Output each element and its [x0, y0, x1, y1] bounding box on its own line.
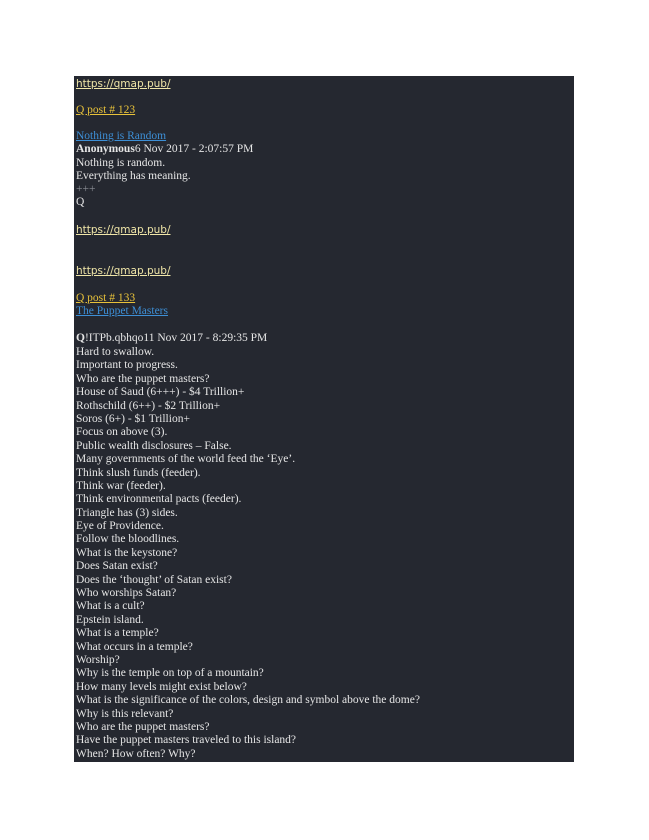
post-header [76, 332, 267, 345]
post-tripcode: !ITPb.qbhqo [84, 332, 144, 344]
post-line: Everything has meaning. [76, 170, 191, 182]
post-line: What is the significance of the colors, design and symbol above the dome? [76, 694, 420, 707]
post-number-link[interactable]: Q post # 123 [76, 104, 136, 116]
post-line: Who are the puppet masters? [76, 720, 210, 733]
post-line: Who worships Satan? [76, 587, 177, 600]
post-line: What is a cult? [76, 600, 145, 613]
post-line: What is the keystone? [76, 546, 178, 559]
post-timestamp: 6 Nov 2017 - 2:07:57 PM [134, 143, 254, 155]
post-body [76, 346, 420, 761]
post-line: Nothing is random. [76, 157, 166, 169]
post-line: When? How often? Why? [76, 747, 196, 760]
post-separator: +++ [76, 183, 96, 195]
post-line: House of Saud (6+++) - $4 Trillion+ [76, 386, 245, 399]
post-line: What is a temple? [76, 627, 159, 640]
post-line: Soros (6+) - $1 Trillion+ [76, 412, 190, 425]
qmap-link[interactable]: https://qmap.pub/ [76, 265, 171, 277]
post-line: Eye of Providence. [76, 520, 164, 533]
post-line: Triangle has (3) sides. [76, 506, 178, 519]
qmap-link[interactable]: https://qmap.pub/ [76, 78, 171, 90]
post-line: Why is this relevant? [76, 707, 174, 720]
post-header [76, 143, 253, 156]
post-line: Follow the bloodlines. [76, 533, 180, 546]
post-author: Anonymous [76, 143, 135, 155]
post-line: Does Satan exist? [76, 560, 158, 573]
post-line: Why is the temple on top of a mountain? [76, 667, 264, 680]
post-line: What occurs in a temple? [76, 640, 193, 653]
post-line: Think environmental pacts (feeder). [76, 493, 242, 506]
qmap-link[interactable]: https://qmap.pub/ [76, 224, 171, 236]
post-signature: Q [76, 196, 85, 208]
post-line: Many governments of the world feed the ‘Eye’. [76, 453, 296, 466]
post-line: Who are the puppet masters? [76, 372, 210, 385]
post-line: Public wealth disclosures – False. [76, 439, 232, 452]
post-line: Focus on above (3). [76, 426, 168, 439]
post-line: Think slush funds (feeder). [76, 466, 201, 479]
post-line: Worship? [76, 653, 120, 666]
post-line: Have the puppet masters traveled to this island? [76, 734, 297, 747]
post-line: Hard to swallow. [76, 346, 155, 358]
post-timestamp: 11 Nov 2017 - 8:29:35 PM [143, 332, 268, 344]
post-line: Rothschild (6++) - $2 Trillion+ [76, 399, 221, 412]
post-line: Does the ‘thought’ of Satan exist? [76, 573, 232, 586]
post-title-link[interactable]: Nothing is Random [76, 130, 167, 142]
post-number-link[interactable]: Q post # 133 [76, 292, 136, 304]
post-author: Q [76, 332, 85, 344]
post-line: Epstein island. [76, 613, 144, 626]
post-line: Think war (feeder). [76, 479, 166, 492]
post-line: Important to progress. [76, 359, 178, 372]
post-title-link[interactable]: The Puppet Masters [76, 305, 168, 317]
post-line: How many levels might exist below? [76, 680, 247, 693]
